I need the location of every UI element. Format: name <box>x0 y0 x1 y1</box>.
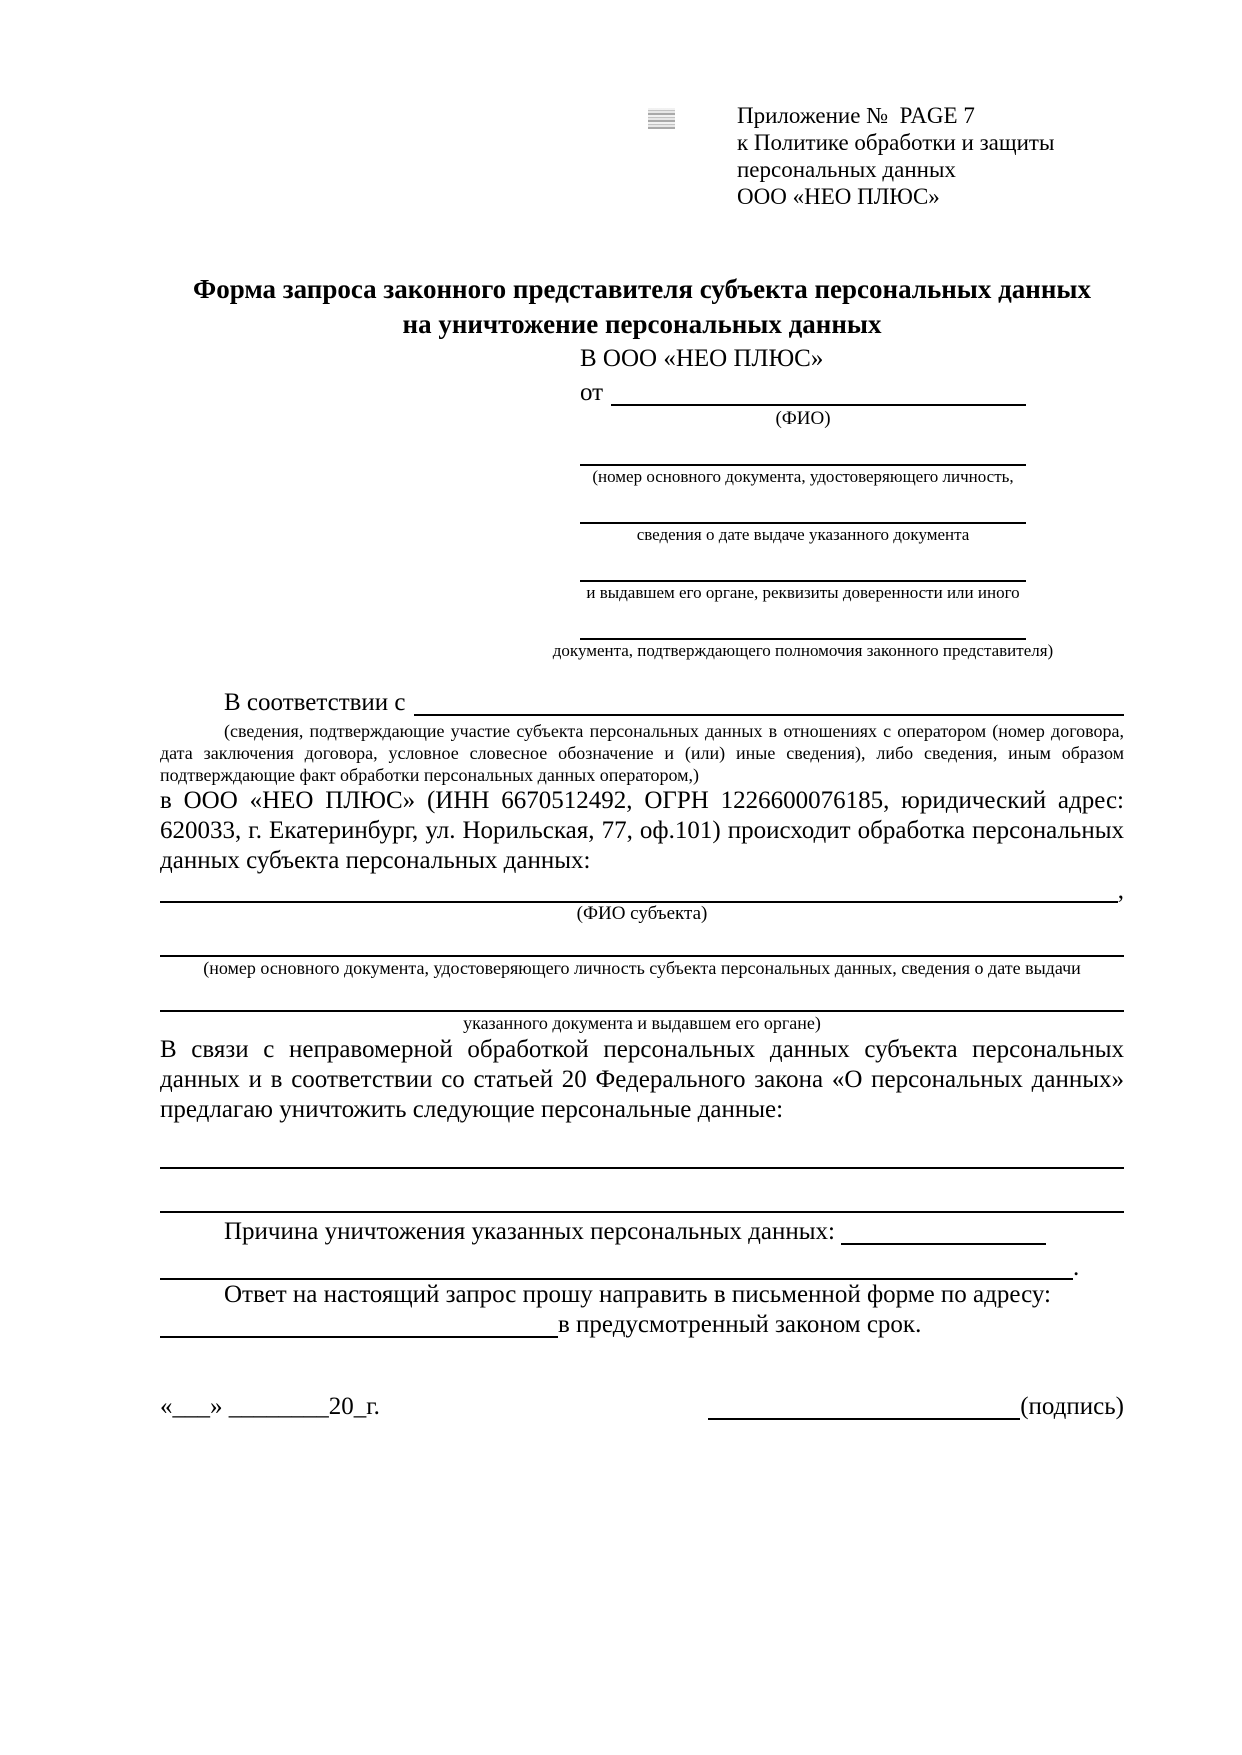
field-code-artifact-icon <box>648 108 675 129</box>
reason-continuation-row <box>160 1255 1124 1280</box>
answer-row <box>160 1280 1124 1310</box>
reason-period: . <box>1073 1254 1080 1281</box>
destruction-request-paragraph: В связи с неправомерной обработкой персональных данных субъекта персональных данных и в соответствии со статьей 20 Федерального закона «О персональных данных» предлагаю уничтожить следующие персональные данные: <box>160 1036 1124 1123</box>
doc-caption-3: и выдавшем его органе, реквизиты доверенности или иного <box>586 583 1020 602</box>
form-title-line-1: Форма запроса законного представителя субъекта персональных данных <box>193 274 1091 304</box>
answer-address-input-line[interactable] <box>160 1314 558 1338</box>
representative-doc-input-line-1[interactable] <box>580 442 1026 466</box>
paragraph-indent <box>160 1280 224 1310</box>
policy-line-1: к Политике обработки и защиты <box>737 130 1055 155</box>
reason-input-line-2[interactable] <box>160 1256 1073 1280</box>
from-label: от <box>580 379 604 406</box>
representative-doc-row-1 <box>580 442 1026 466</box>
doc-caption-1: (номер основного документа, удостоверяющего личность, <box>592 467 1014 486</box>
doc-caption-4: документа, подтверждающего полномочия законного представителя) <box>552 641 1054 660</box>
trailing-comma: , <box>1117 877 1124 904</box>
answer-paragraph: Ответ на настоящий запрос прошу направить в письменной форме по адресу: <box>224 1281 1051 1308</box>
reason-row <box>160 1217 1124 1247</box>
addressee-block <box>552 344 1054 662</box>
subject-doc-input-line-2[interactable] <box>160 988 1124 1012</box>
representative-doc-row-3 <box>580 558 1026 582</box>
form-title <box>160 272 1124 342</box>
accordance-row <box>160 688 1124 718</box>
reason-input-line-1[interactable] <box>841 1221 1046 1245</box>
answer-address-row <box>160 1310 1124 1340</box>
representative-doc-input-line-3[interactable] <box>580 558 1026 582</box>
accordance-basis-input-line[interactable] <box>414 692 1124 716</box>
subject-doc-row-1 <box>160 933 1124 957</box>
subject-doc-row-2 <box>160 988 1124 1012</box>
signature-input-line[interactable] <box>708 1396 1020 1420</box>
subject-fio-input-line[interactable] <box>160 879 1118 903</box>
appendix-header-text <box>737 102 1054 210</box>
policy-line-2: персональных данных <box>737 157 956 182</box>
accordance-note: (сведения, подтверждающие участие субъекта персональных данных в отношениях с оператором (номер договора, дата заключения договора, условное словесное обозначение и (или) иные сведения), либо сведения, иным образом подтверждающие факт обработки персональных данных оператором,) <box>160 721 1124 785</box>
date-field[interactable]: «___» ________20_г. <box>160 1393 380 1420</box>
form-title-line-2: на уничтожение персональных данных <box>402 309 882 339</box>
representative-doc-input-line-2[interactable] <box>580 500 1026 524</box>
answer-suffix: в предусмотренный законом срок. <box>558 1311 922 1338</box>
doc-caption-2: сведения о дате выдаче указанного документа <box>636 525 970 544</box>
personal-data-row-1 <box>160 1141 1124 1169</box>
from-row <box>580 378 1026 408</box>
representative-doc-row-2 <box>580 500 1026 524</box>
subject-fio-caption: (ФИО субъекта) <box>576 903 708 924</box>
operator-paragraph: в ООО «НЕО ПЛЮС» (ИНН 6670512492, ОГРН 1226600076185, юридический адрес: 620033, г. Екатеринбург, ул. Норильская, 77, оф.101) происходит обработка персональных данных субъекта персональных данных: <box>160 787 1124 874</box>
signature-field <box>708 1392 1124 1422</box>
representative-doc-input-line-4[interactable] <box>580 616 1026 640</box>
personal-data-input-line-2[interactable] <box>160 1185 1124 1213</box>
accordance-label: В соответствии с <box>224 689 406 716</box>
signature-caption: (подпись) <box>1020 1393 1124 1420</box>
company-line: ООО «НЕО ПЛЮС» <box>737 184 940 209</box>
subject-doc-input-line-1[interactable] <box>160 933 1124 957</box>
subject-fio-row <box>160 878 1124 903</box>
reason-label: Причина уничтожения указанных персональных данных: <box>224 1218 835 1245</box>
signature-row <box>160 1392 1124 1422</box>
addressee-company: В ООО «НЕО ПЛЮС» <box>580 345 824 372</box>
representative-doc-row-4 <box>580 616 1026 640</box>
subject-doc-caption-2: указанного документа и выдавшем его органе) <box>463 1013 821 1033</box>
appendix-number-line: Приложение № PAGE 7 <box>737 103 975 128</box>
appendix-header <box>160 102 1124 210</box>
subject-doc-caption-1: (номер основного документа, удостоверяющего личность субъекта персональных данных, сведения о дате выдачи <box>203 958 1081 978</box>
fio-caption: (ФИО) <box>775 408 831 429</box>
personal-data-row-2 <box>160 1185 1124 1213</box>
personal-data-input-line-1[interactable] <box>160 1141 1124 1169</box>
representative-fio-input-line[interactable] <box>611 382 1026 406</box>
